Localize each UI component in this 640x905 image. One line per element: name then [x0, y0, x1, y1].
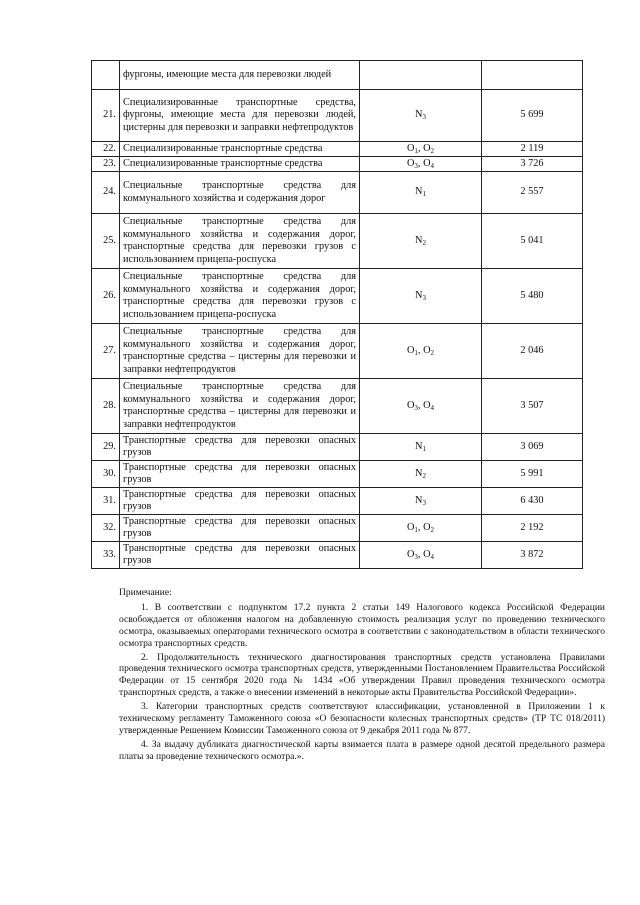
category-letter: O: [423, 548, 431, 560]
row-number: 31.: [92, 488, 120, 515]
vehicle-category: [360, 488, 482, 515]
vehicle-category: $O_1$, $O_2$: [360, 324, 482, 379]
vehicle-description: Специальные транспортные средства для коммунального хозяйства и содержания дорог, транспортные средства для перевозки грузов с использованием прицепа-роспуска: [120, 214, 360, 269]
row-number: 25.: [92, 214, 120, 269]
category-index: 4: [430, 403, 435, 412]
category-index: 1: [414, 146, 418, 155]
category-index: 2: [422, 238, 426, 247]
table-row: [92, 324, 583, 379]
table-row: [92, 434, 583, 461]
category-letter: N: [415, 494, 423, 506]
category-index: 3: [414, 403, 418, 412]
note-4: 4. За выдачу дубликата диагностической карты взимается плата в размере одной десятой предельного размера платы за проведение технического осмотра.».: [119, 739, 605, 762]
category-index: 4: [430, 552, 435, 561]
vehicle-category: [360, 90, 482, 142]
category-index: 1: [422, 190, 426, 199]
table-row: [92, 461, 583, 488]
fee-value: 5 041: [482, 214, 583, 269]
row-number: 28.: [92, 379, 120, 434]
fee-value: 2 046: [482, 324, 583, 379]
table-row: [92, 542, 583, 569]
row-number: 30.: [92, 461, 120, 488]
vehicle-description: Специальные транспортные средства для коммунального хозяйства и содержания дорог, транспортные средства – цистерны для перевозки и заправки нефтепродуктов: [120, 324, 360, 379]
row-number: 32.: [92, 515, 120, 542]
vehicle-category: [360, 172, 482, 214]
category-letter: N: [415, 234, 423, 246]
fee-value: 6 430: [482, 488, 583, 515]
fee-value: 3 069: [482, 434, 583, 461]
table-row: [92, 214, 583, 269]
category-letter: O: [406, 157, 415, 169]
vehicle-category: $O_1$, $O_2$: [360, 142, 482, 157]
vehicle-description: Транспортные средства для перевозки опасных грузов: [120, 461, 360, 488]
note-2: 2. Продолжительность технического диагностирования транспортных средств установлена Правилами проведения технического осмотра транспортных средств, утвержденными Постановлением Правительства Российской Федерации от 15 сентября 2020 года № 1434 «Об утверждении Правил проведения технического осмотра транспортных средств, а также о внесении изменений в некоторые акты Правительства Российской Федерации».: [119, 652, 605, 699]
row-number: 22.: [92, 142, 120, 157]
vehicle-description: фургоны, имеющие места для перевозки людей: [120, 61, 360, 90]
table-row: [92, 172, 583, 214]
note-1: 1. В соответствии с подпунктом 17.2 пункта 2 статьи 149 Налогового кодекса Российской Федерации освобождается от обложения налогом на добавленную стоимость реализация услуг по проведению технического осмотра, оказываемых операторами технического осмотра в соответствии с законодательством в области технического осмотра транспортных средств.: [119, 602, 605, 649]
vehicle-category: [360, 214, 482, 269]
category-index: 3: [422, 113, 426, 122]
fee-value: 2 192: [482, 515, 583, 542]
vehicle-description: Специализированные транспортные средства: [120, 157, 360, 172]
category-letter: O: [406, 399, 415, 411]
vehicle-description: Транспортные средства для перевозки опасных грузов: [120, 434, 360, 461]
category-letter: N: [415, 440, 423, 452]
category-index: 2: [430, 146, 435, 155]
row-number: 26.: [92, 269, 120, 324]
table-row: [92, 515, 583, 542]
category-letter: O: [423, 142, 431, 154]
table-row: [92, 90, 583, 142]
fee-value: 5 480: [482, 269, 583, 324]
vehicle-category: $O_3$, $O_4$: [360, 379, 482, 434]
row-number: 27.: [92, 324, 120, 379]
notes-heading: Примечание:: [119, 588, 172, 598]
category-letter: O: [406, 142, 415, 154]
table-row: [92, 379, 583, 434]
category-index: 1: [414, 525, 418, 534]
vehicle-category: [360, 269, 482, 324]
fee-value: 2 119: [482, 142, 583, 157]
note-3: 3. Категории транспортных средств соответствуют классификации, установленной в Приложении 1 к техническому регламенту Таможенного союза «О безопасности колесных транспортных средств» (ТР ТС 018/2011) утвержденные Решением Комиссии Таможенного союза от 9 декабря 2011 года № 877.: [119, 702, 605, 736]
row-number: 23.: [92, 157, 120, 172]
vehicle-category: $O_3$, $O_4$: [360, 542, 482, 569]
category-index: 2: [422, 471, 426, 480]
category-index: 4: [430, 161, 435, 170]
table-row: [92, 61, 583, 90]
category-letter: N: [415, 467, 423, 479]
category-letter: O: [423, 344, 431, 356]
fee-value: [482, 61, 583, 90]
category-index: 1: [422, 444, 426, 453]
category-letter: O: [423, 157, 431, 169]
category-letter: O: [406, 521, 415, 533]
fee-value: 3 872: [482, 542, 583, 569]
vehicle-description: Транспортные средства для перевозки опасных грузов: [120, 542, 360, 569]
category-letter: O: [406, 344, 415, 356]
vehicle-category: $O_3$, $O_4$: [360, 157, 482, 172]
vehicle-description: Специальные транспортные средства для коммунального хозяйства и содержания дорог, транспортные средства для перевозки грузов с использованием прицепа-роспуска: [120, 269, 360, 324]
fee-value: 3 507: [482, 379, 583, 434]
category-letter: O: [423, 399, 431, 411]
fee-table: [91, 60, 583, 569]
row-number: 24.: [92, 172, 120, 214]
category-index: 3: [422, 293, 426, 302]
category-index: 1: [414, 348, 418, 357]
row-number: 29.: [92, 434, 120, 461]
vehicle-description: Специальные транспортные средства для коммунального хозяйства и содержания дорог, транспортные средства – цистерны для перевозки и заправки нефтепродуктов: [120, 379, 360, 434]
category-index: 3: [414, 161, 418, 170]
vehicle-description: Специализированные транспортные средства: [120, 142, 360, 157]
table-row: [92, 142, 583, 157]
category-index: 2: [430, 348, 435, 357]
row-number: 21.: [92, 90, 120, 142]
vehicle-category: $O_1$, $O_2$: [360, 515, 482, 542]
category-letter: N: [415, 109, 423, 121]
category-letter: O: [423, 521, 431, 533]
category-index: 3: [422, 498, 426, 507]
category-index: 2: [430, 525, 435, 534]
vehicle-category: [360, 434, 482, 461]
vehicle-description: Специализированные транспортные средства, фургоны, имеющие места для перевозки людей, цистерны для перевозки и заправки нефтепродуктов: [120, 90, 360, 142]
table-row: [92, 269, 583, 324]
vehicle-category: [360, 61, 482, 90]
row-number: 33.: [92, 542, 120, 569]
vehicle-description: Транспортные средства для перевозки опасных грузов: [120, 488, 360, 515]
category-letter: N: [415, 289, 423, 301]
fee-value: 5 699: [482, 90, 583, 142]
category-letter: O: [406, 548, 415, 560]
category-letter: N: [415, 186, 423, 198]
table-row: [92, 488, 583, 515]
fee-value: 3 726: [482, 157, 583, 172]
vehicle-description: Специальные транспортные средства для коммунального хозяйства и содержания дорог: [120, 172, 360, 214]
vehicle-category: [360, 461, 482, 488]
notes-section: [119, 588, 605, 764]
category-index: 3: [414, 552, 418, 561]
fee-value: 2 557: [482, 172, 583, 214]
table-row: [92, 157, 583, 172]
fee-value: 5 991: [482, 461, 583, 488]
row-number: [92, 61, 120, 90]
vehicle-description: Транспортные средства для перевозки опасных грузов: [120, 515, 360, 542]
